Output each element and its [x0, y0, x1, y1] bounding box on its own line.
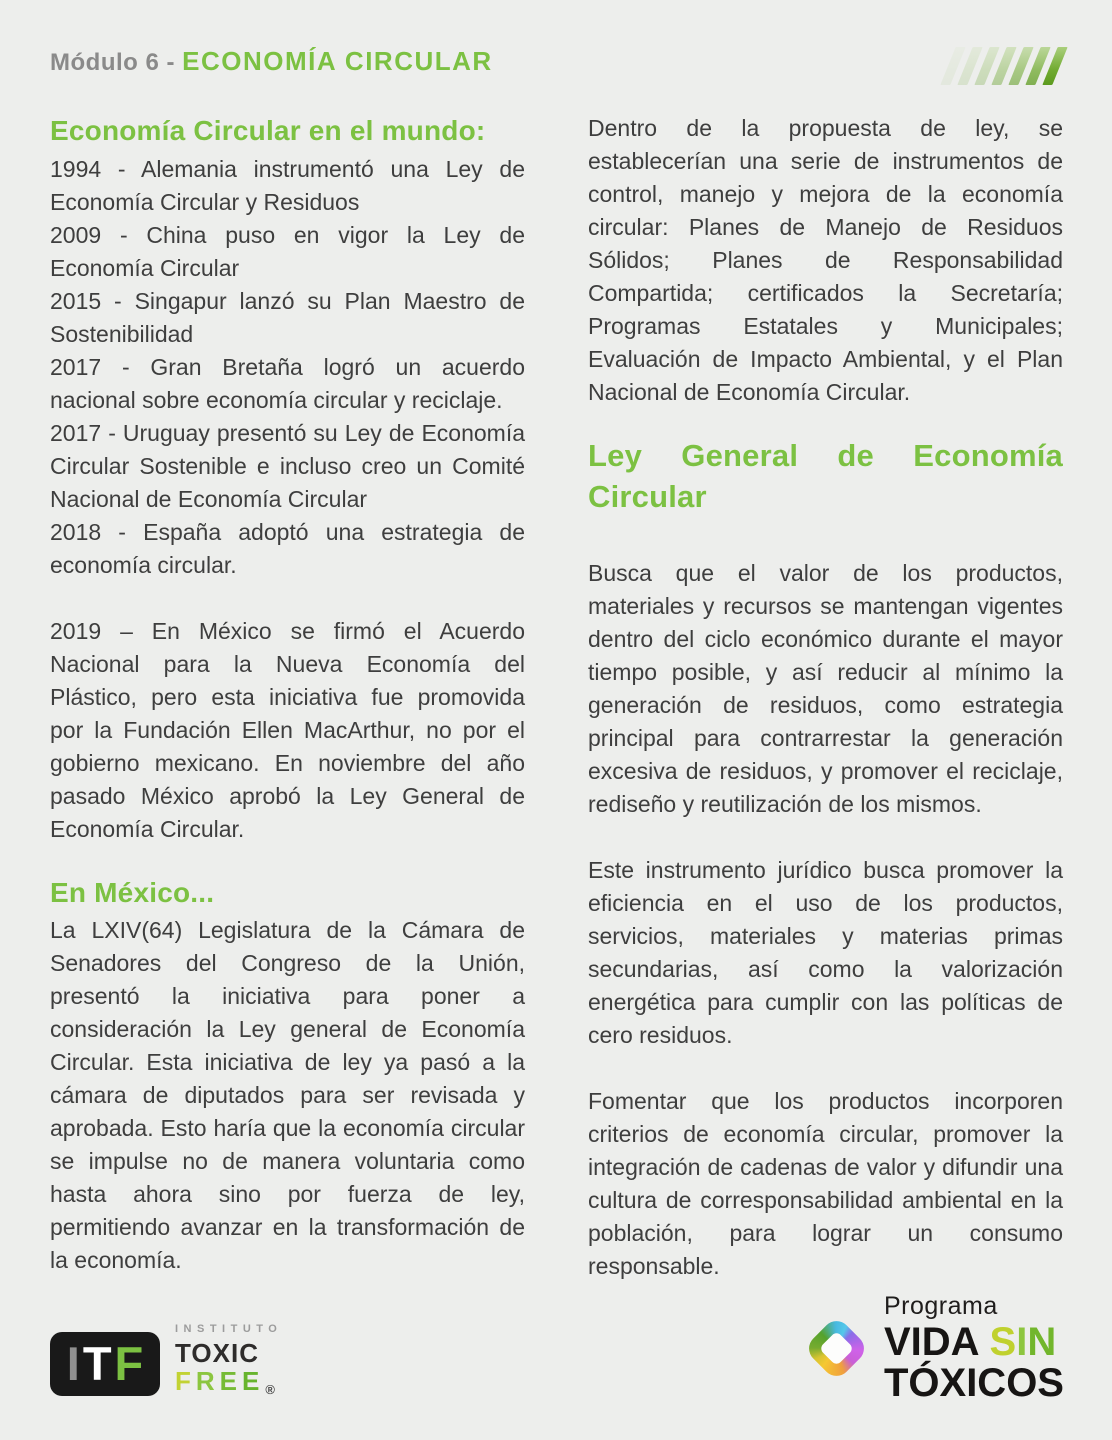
section-heading-mexico: En México...	[50, 877, 215, 908]
vst-toxicos-label: TÓXICOS	[883, 1361, 1064, 1405]
itf-wordmark	[175, 1323, 282, 1404]
vst-wordmark	[884, 1293, 1064, 1404]
itf-letter-i: I	[66, 1336, 80, 1390]
timeline-entry: 1994 - Alemania instrumentó una Ley de Economía Circular y Residuos	[50, 156, 525, 215]
two-column-content	[50, 112, 1062, 1283]
section-heading-world: Economía Circular en el mundo:	[50, 115, 486, 146]
paragraph-fomentar: Fomentar que los productos incorporen criterios de economía circular, promover la integración de cadenas de valor y difundir una cultura de corresponsabilidad ambiental en la población, para lograr un consumo responsable.	[588, 1088, 1063, 1279]
vst-vida-sin-line	[884, 1322, 1056, 1363]
module-title: ECONOMÍA CIRCULAR	[182, 46, 493, 76]
paragraph-instrumento: Este instrumento jurídico busca promover la eficiencia en el uso de los productos, servicios, materiales y materias primas secundarias, así como la valorización energética para cumplir con las políticas de cero residuos.	[588, 857, 1063, 1048]
paragraph-busca: Busca que el valor de los productos, materiales y recursos se mantengan vigentes dentro del ciclo económico durante el mayor tiempo posible, y así reducir al mínimo la generación de residuos, como estrategia principal para contrarrestar la generación excesiva de residuos, y promover el reciclaje, rediseño y reutilización de los mismos.	[588, 560, 1063, 817]
itf-instituto-label: INSTITUTO	[175, 1323, 283, 1335]
paragraph-2019: 2019 – En México se firmó el Acuerdo Nacional para la Nueva Economía del Plástico, pero esta iniciativa fue promovida por la Fundación Ellen MacArthur, no por el gobierno mexicano. En noviembre del año pasado México aprobó la Ley General de Economía Circular.	[50, 618, 525, 842]
module-heading	[50, 46, 1062, 77]
timeline-entry: 2018 - España adoptó una estrategia de economía circular.	[50, 519, 525, 578]
itf-letter-t: T	[82, 1336, 112, 1390]
page-header	[50, 46, 1062, 86]
section-heading-ley: Ley General de Economía Circular	[588, 438, 1063, 514]
vst-vida-label: VIDA	[883, 1320, 980, 1364]
vst-programa-label: Programa	[883, 1292, 998, 1320]
timeline-entry: 2017 - Uruguay presentó su Ley de Economía Circular Sostenible e incluso creo un Comité Nacional de Economía Circular	[50, 420, 525, 512]
timeline-entry: 2009 - China puso en vigor la Ley de Economía Circular	[50, 222, 525, 281]
vst-sin-label: SIN	[989, 1320, 1057, 1364]
diagonal-stripes-icon	[948, 46, 1060, 86]
itf-letter-f: F	[114, 1336, 144, 1390]
page-footer	[50, 1293, 1064, 1404]
registered-trademark-icon: ®	[265, 1382, 275, 1397]
loop-diamond-icon	[804, 1316, 870, 1382]
itf-toxic-label: TOXIC	[175, 1338, 259, 1368]
itf-monogram-badge	[50, 1332, 160, 1396]
timeline-entry: 2015 - Singapur lanzó su Plan Maestro de Sostenibilidad	[50, 288, 525, 347]
left-column	[50, 112, 525, 1283]
module-label: Módulo 6 -	[50, 49, 175, 76]
itf-logo	[50, 1323, 282, 1404]
paragraph-intro: Dentro de la propuesta de ley, se establecerían una serie de instrumentos de control, manejo y mejora de la economía circular: Planes de Manejo de Residuos Sólidos; Planes de Responsabilidad Compartida; certificados la Secretaría; Programas Estatales y Municipales; Evaluación de Impacto Ambiental, y el Plan Nacional de Economía Circular.	[588, 115, 1063, 405]
vida-sin-toxicos-logo	[804, 1293, 1064, 1404]
paragraph-mexico: La LXIV(64) Legislatura de la Cámara de Senadores del Congreso de la Unión, presentó la iniciativa para poner a consideración la Ley general de Economía Circular. Esta iniciativa de ley ya pasó a la cámara de diputados para ser revisada y aprobada. Esto haría que la economía circular se impulse no de manera voluntaria como hasta ahora sino por fuerza de ley, permitiendo avanzar en la transformación de la economía.	[50, 917, 525, 1273]
itf-free-label: FREE®	[175, 1366, 275, 1397]
right-column	[588, 112, 1063, 1283]
timeline-entry: 2017 - Gran Bretaña logró un acuerdo nacional sobre economía circular y reciclaje.	[50, 354, 525, 413]
